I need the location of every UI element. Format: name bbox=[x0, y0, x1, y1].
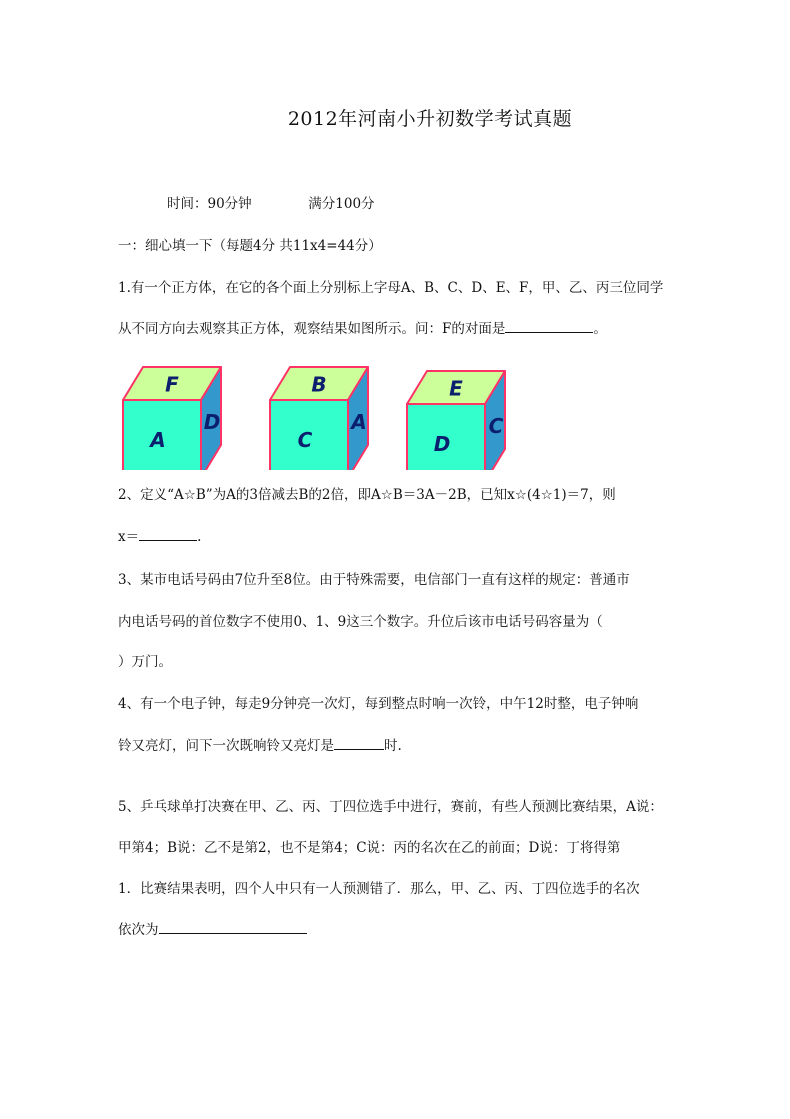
cube-2 bbox=[270, 367, 368, 470]
q2-answer-blank[interactable] bbox=[139, 526, 197, 541]
q2-line2 bbox=[118, 525, 201, 545]
q5-answer-blank[interactable] bbox=[159, 919, 307, 934]
cube-front-letter: C bbox=[297, 428, 313, 452]
q1-text: 从不同方向去观察其正方体，观察结果如图所示。问：F的对面是 bbox=[118, 321, 506, 337]
q3-line3: ）万门。 bbox=[118, 654, 172, 670]
cube-right-letter: C bbox=[488, 414, 504, 438]
cube-front-letter: D bbox=[433, 432, 451, 456]
exam-time: 时间：90分钟 bbox=[167, 196, 252, 212]
q2-line1: 2、定义“A☆B”为A的3倍减去B的2倍，即A☆B＝3A－2B，已知x☆(4☆1)＝7，则 bbox=[118, 487, 616, 503]
q1-answer-blank[interactable] bbox=[505, 318, 593, 333]
q1-line2 bbox=[118, 317, 607, 337]
cube-top-letter: B bbox=[311, 372, 327, 397]
q2-text: x＝ bbox=[118, 529, 140, 545]
q3-line2: 内电话号码的首位数字不使用0、1、9这三个数字。升位后该市电话号码容量为（ bbox=[118, 614, 603, 630]
q2-end: . bbox=[197, 529, 202, 545]
q4-answer-blank[interactable] bbox=[334, 735, 384, 750]
q5-line1: 5、乒乓球单打决赛在甲、乙、丙、丁四位选手中进行，赛前，有些人预测比赛结果，A说： bbox=[118, 799, 663, 815]
cube-figures bbox=[118, 360, 518, 470]
page-title: 2012年河南小升初数学考试真题 bbox=[287, 108, 573, 130]
q3-line1: 3、某市电话号码由7位升至8位。由于特殊需要，电信部门一直有这样的规定：普通市 bbox=[118, 572, 630, 588]
q4-text: 铃又亮灯，问下一次既响铃又亮灯是 bbox=[118, 738, 334, 754]
cube-right-letter: A bbox=[351, 410, 367, 434]
q5-line2: 甲第4；B说：乙不是第2，也不是第4；C说：丙的名次在乙的前面；D说：丁将得第 bbox=[118, 840, 621, 856]
q4-end: 时. bbox=[384, 738, 402, 754]
exam-meta bbox=[167, 192, 375, 212]
section-heading: 一：细心填一下（每题4分 共11x4=44分） bbox=[118, 238, 382, 254]
cube-3 bbox=[407, 371, 505, 470]
q5-text: 依次为 bbox=[118, 922, 159, 938]
cube-front-letter: A bbox=[150, 428, 166, 452]
cube-right-letter: D bbox=[203, 410, 221, 434]
cube-top-letter: F bbox=[165, 372, 179, 397]
q5-line3: 1．比赛结果表明，四个人中只有一人预测错了．那么，甲、乙、丙、丁四位选手的名次 bbox=[118, 881, 640, 897]
exam-score: 满分100分 bbox=[308, 196, 375, 212]
q1-end: 。 bbox=[593, 321, 607, 337]
q4-line1: 4、有一个电子钟，每走9分钟亮一次灯，每到整点时响一次铃，中午12时整，电子钟响 bbox=[118, 696, 639, 712]
cube-1 bbox=[123, 367, 221, 470]
q1-line1: 1.有一个正方体，在它的各个面上分别标上字母A、B、C、D、E、F，甲、乙、丙三位同学 bbox=[118, 280, 664, 296]
q4-line2 bbox=[118, 734, 402, 754]
cube-top-letter: E bbox=[449, 376, 463, 401]
q5-line4 bbox=[118, 918, 307, 938]
